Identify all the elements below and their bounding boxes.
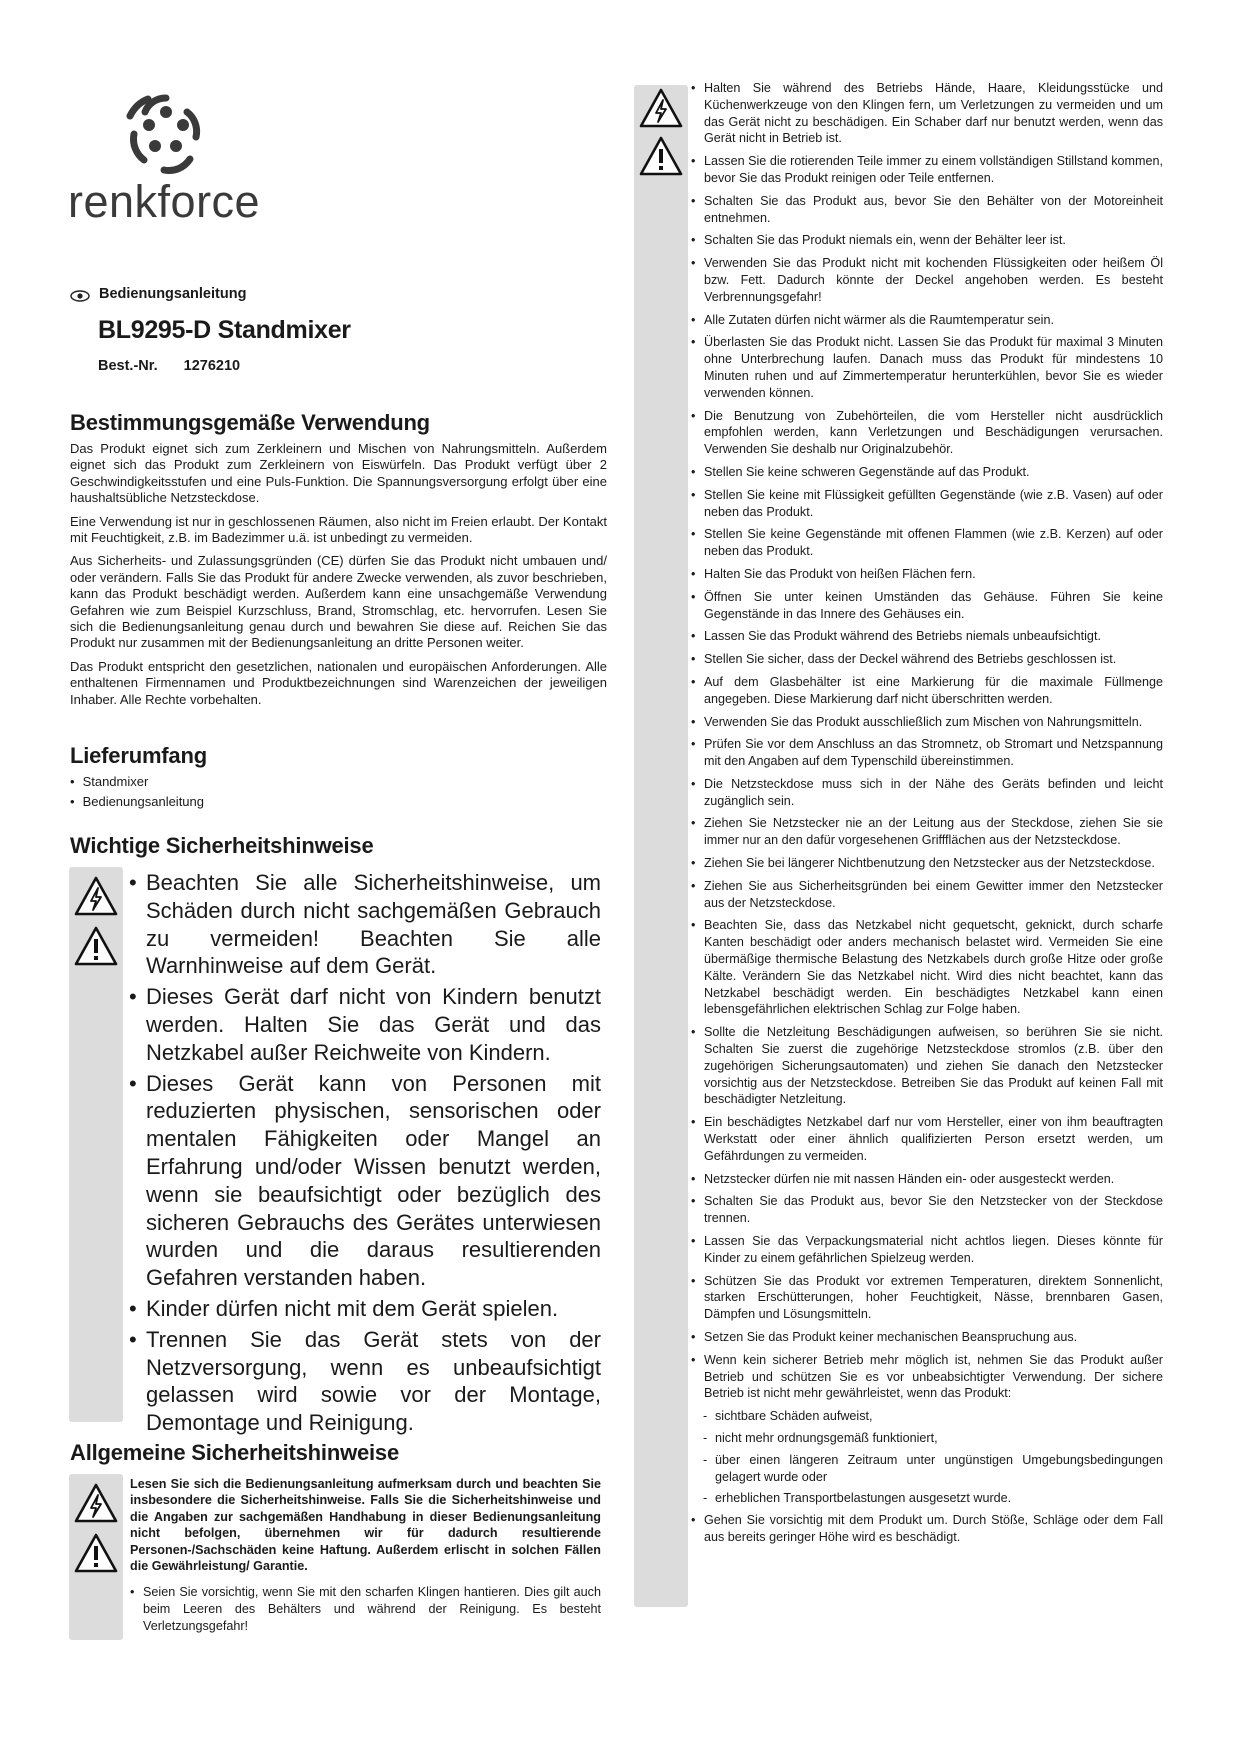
general-safety-intro: Lesen Sie sich die Bedienungsanleitung aufmerksam durch und beachten Sie insbesondere die Sicherheitshinweise. Falls Sie die Sicherheitshinweise und die Angaben zur sachgemäßen Handhabung in dieser Bedienungsanleitung nicht befolgen, übernehmen wir für dadurch resultierende Personen-/Sachschäden keine Haftung. Außerdem erlischt in solchen Fällen die Gewährleistung/ Garantie.	[130, 1477, 601, 1574]
list-item: • Verwenden Sie das Produkt ausschließlich zum Mischen von Nahrungsmitteln.	[691, 714, 1163, 731]
list-item: • Halten Sie das Produkt von heißen Flächen fern.	[691, 566, 1163, 583]
list-item: • Schützen Sie das Produkt vor extremen Temperaturen, direktem Sonnenlicht, starken Erschütterungen, hoher Feuchtigkeit, Nässe, brennbaren Gasen, Dämpfen und Lösungsmitteln.	[691, 1273, 1163, 1323]
order-label: Best.-Nr.	[98, 358, 158, 374]
list-item: • Trennen Sie das Gerät stets von der Netzversorgung, wenn es unbeaufsichtigt gelassen wird sowie vor der Montage, Demontage und Reinigung.	[129, 1326, 601, 1437]
warning-icon	[638, 135, 684, 177]
list-item: • Standmixer	[70, 772, 204, 792]
list-item: • Ziehen Sie aus Sicherheitsgründen bei einem Gewitter immer den Netzstecker aus der Netzsteckdose.	[691, 878, 1163, 912]
important-safety-list	[129, 869, 601, 1440]
list-item: • Bedienungsanleitung	[70, 792, 204, 812]
warning-icon	[73, 925, 119, 967]
intended-use-heading: Bestimmungsgemäße Verwendung	[70, 410, 430, 435]
scope-list	[70, 772, 204, 812]
list-item: • Verwenden Sie das Produkt nicht mit kochenden Flüssigkeiten oder heißem Öl bzw. Fett. Dadurch könnte der Deckel angehoben werden. Es besteht Verbrennungsgefahr!	[691, 255, 1163, 305]
list-item: • Stellen Sie keine Gegenstände mit offenen Flammen (wie z.B. Kerzen) auf oder neben das Produkt.	[691, 526, 1163, 560]
brand-name: renkforce	[68, 176, 261, 227]
warning-strip	[69, 867, 123, 1422]
paragraph: Aus Sicherheits- und Zulassungsgründen (CE) dürfen Sie das Produkt nicht umbauen und/ oder verändern. Falls Sie das Produkt für andere Zwecke verwenden, als zuvor beschrieben, kann das Produkt beschädigt werden. Außerdem kann eine unsachgemäße Verwendung Gefahren wie zum Beispiel Kurzschluss, Brand, Stromschlag, etc. hervorrufen. Lesen Sie sich die Bedienungsanleitung genau durch und bewahren Sie diese auf. Reichen Sie das Produkt nur zusammen mit der Bedienungsanleitung an dritte Personen weiter.	[70, 553, 607, 651]
electric-hazard-icon	[73, 875, 119, 917]
list-item: • Öffnen Sie unter keinen Umständen das Gehäuse. Führen Sie keine Gegenstände in das Innere des Gehäuses ein.	[691, 589, 1163, 623]
list-item: • Ziehen Sie bei längerer Nichtbenutzung den Netzstecker aus der Netzsteckdose.	[691, 855, 1163, 872]
list-item: • Dieses Gerät darf nicht von Kindern benutzt werden. Halten Sie das Gerät und das Netzkabel außer Reichweite von Kindern.	[129, 983, 601, 1066]
list-item: • Überlasten Sie das Produkt nicht. Lassen Sie das Produkt für maximal 3 Minuten ohne Unterbrechung laufen. Danach muss das Produkt für mindestens 10 Minuten ruhen und auf Zimmertemperatur herunterkühlen, bevor Sie es wieder verwenden können.	[691, 334, 1163, 401]
right-safety-list	[691, 80, 1163, 1552]
order-value: 1276210	[183, 358, 241, 374]
list-item: • Setzen Sie das Produkt keiner mechanischen Beanspruchung aus.	[691, 1329, 1163, 1346]
list-item: • Sollte die Netzleitung Beschädigungen aufweisen, so berühren Sie sie nicht. Schalten Sie zuerst die zugehörige Netzsteckdose stromlos (z.B. über den zugehörigen Sicherungsautomaten) und ziehen Sie danach den Netzstecker vorsichtig aus der Netzsteckdose. Betreiben Sie das Produkt auf keinen Fall mit beschädigter Netzleitung.	[691, 1024, 1163, 1108]
sub-list-item: - über einen längeren Zeitraum unter ungünstigen Umgebungsbedingungen gelagert wurde oder	[691, 1452, 1163, 1486]
general-safety-content	[130, 1476, 601, 1641]
list-item: • Schalten Sie das Produkt aus, bevor Sie den Netzstecker von der Steckdose trennen.	[691, 1193, 1163, 1227]
warning-strip	[69, 1474, 123, 1640]
list-item: • Stellen Sie keine mit Flüssigkeit gefüllten Gegenstände (wie z.B. Vasen) auf oder neben das Produkt.	[691, 487, 1163, 521]
list-item: • Lassen Sie das Verpackungsmaterial nicht achtlos liegen. Dieses könnte für Kinder zu einem gefährlichen Spielzeug werden.	[691, 1233, 1163, 1267]
scope-heading: Lieferumfang	[70, 743, 207, 768]
warning-strip	[634, 85, 688, 1607]
list-item: • Ein beschädigtes Netzkabel darf nur vom Hersteller, einer von ihm beauftragten Werkstatt oder einer ähnlich qualifizierten Person ersetzt werden, um Gefährdungen zu vermeiden.	[691, 1114, 1163, 1164]
list-item: • Beachten Sie alle Sicherheitshinweise, um Schäden durch nicht sachgemäßen Gebrauch zu vermeiden! Beachten Sie alle Warnhinweise auf dem Gerät.	[129, 869, 601, 980]
list-item: • Die Benutzung von Zubehörteilen, die vom Hersteller nicht ausdrücklich empfohlen werden, kann Verletzungen und Beschädigungen verursachen. Verwenden Sie deshalb nur Originalzubehör.	[691, 408, 1163, 458]
list-item: • Lassen Sie die rotierenden Teile immer zu einem vollständigen Stillstand kommen, bevor Sie das Produkt reinigen oder Teile entfernen.	[691, 153, 1163, 187]
list-item: • Schalten Sie das Produkt aus, bevor Sie den Behälter von der Motoreinheit entnehmen.	[691, 193, 1163, 227]
renkforce-logo-icon	[118, 88, 214, 184]
sub-list-item: - erheblichen Transportbelastungen ausgesetzt wurde.	[691, 1490, 1163, 1507]
list-item: • Kinder dürfen nicht mit dem Gerät spielen.	[129, 1295, 601, 1323]
eye-icon	[70, 290, 90, 302]
electric-hazard-icon	[638, 87, 684, 129]
paragraph: Das Produkt eignet sich zum Zerkleinern und Mischen von Nahrungsmitteln. Außerdem eignet sich das Produkt zum Zerkleinern von Eiswürfeln. Das Produkt verfügt über 2 Geschwindigkeitsstufen und eine Puls-Funktion. Die Spannungsversorgung erfolgt über eine haushaltsübliche Netzsteckdose.	[70, 441, 607, 506]
list-item: • Schalten Sie das Produkt niemals ein, wenn der Behälter leer ist.	[691, 232, 1163, 249]
sub-list-item: - nicht mehr ordnungsgemäß funktioniert,	[691, 1430, 1163, 1447]
electric-hazard-icon	[73, 1482, 119, 1524]
list-item: • Dieses Gerät kann von Personen mit reduzierten physischen, sensorischen oder mentalen Fähigkeiten oder Mangel an Erfahrung und/oder Wissen benutzt werden, wenn sie beaufsichtigt oder bezüglich des sicheren Gebrauchs des Gerätes unterwiesen wurden und die daraus resultierenden Gefahren verstanden haben.	[129, 1070, 601, 1292]
paragraph: Das Produkt entspricht den gesetzlichen, nationalen und europäischen Anforderungen. Alle enthaltenen Firmennamen und Produktbezeichnungen sind Warenzeichen der jeweiligen Inhaber. Alle Rechte vorbehalten.	[70, 658, 607, 707]
list-item: • Beachten Sie, dass das Netzkabel nicht gequetscht, geknickt, durch scharfe Kanten beschädigt oder anders mechanisch belastet wird. Vermeiden Sie eine übermäßige thermische Belastung des Netzkabels durch große Hitze oder große Kälte. Verändern Sie das Netzkabel nicht. Wird dies nicht beachtet, kann das Netzkabel beschädigt werden. Ein beschädigtes Netzkabel kann einen lebensgefährlichen elektrischen Schlag zur Folge haben.	[691, 917, 1163, 1018]
list-item: • Stellen Sie sicher, dass der Deckel während des Betriebs geschlossen ist.	[691, 651, 1163, 668]
important-safety-heading: Wichtige Sicherheitshinweise	[70, 833, 374, 858]
list-item: • Halten Sie während des Betriebs Hände, Haare, Kleidungsstücke und Küchenwerkzeuge von den Klingen fern, um Verletzungen zu vermeiden und um das Gerät nicht zu beschädigen. Ein Schaber darf nur benutzt werden, wenn das Gerät nicht in Betrieb ist.	[691, 80, 1163, 147]
list-item: • Seien Sie vorsichtig, wenn Sie mit den scharfen Klingen hantieren. Dies gilt auch beim Leeren des Behälters und während der Reinigung. Es besteht Verletzungsgefahr!	[130, 1584, 601, 1634]
list-item: • Die Netzsteckdose muss sich in der Nähe des Geräts befinden und leicht zugänglich sein.	[691, 776, 1163, 810]
paragraph: Eine Verwendung ist nur in geschlossenen Räumen, also nicht im Freien erlaubt. Der Kontakt mit Feuchtigkeit, z.B. im Badezimmer u.ä. ist unbedingt zu vermeiden.	[70, 513, 607, 546]
warning-icon	[73, 1532, 119, 1574]
order-number	[98, 358, 240, 374]
list-item: • Prüfen Sie vor dem Anschluss an das Stromnetz, ob Stromart und Netzspannung mit den Angaben auf dem Typenschild übereinstimmen.	[691, 736, 1163, 770]
general-safety-list	[130, 1584, 601, 1634]
page-title: BL9295-D Standmixer	[98, 316, 351, 344]
list-item: • Stellen Sie keine schweren Gegenstände auf das Produkt.	[691, 464, 1163, 481]
list-item: • Netzstecker dürfen nie mit nassen Händen ein- oder ausgesteckt werden.	[691, 1171, 1163, 1188]
list-item: • Wenn kein sicherer Betrieb mehr möglich ist, nehmen Sie das Produkt außer Betrieb und schützen Sie es vor unbeabsichtigter Verwendung. Der sichere Betrieb ist nicht mehr gewährleistet, wenn das Produkt:	[691, 1352, 1163, 1402]
intended-use-text	[70, 441, 607, 715]
document-kind: Bedienungsanleitung	[99, 286, 247, 302]
sub-list-item: - sichtbare Schäden aufweist,	[691, 1408, 1163, 1425]
list-item: • Auf dem Glasbehälter ist eine Markierung für die maximale Füllmenge angegeben. Diese Markierung darf nicht überschritten werden.	[691, 674, 1163, 708]
list-item: • Alle Zutaten dürfen nicht wärmer als die Raumtemperatur sein.	[691, 312, 1163, 329]
list-item: • Ziehen Sie Netzstecker nie an der Leitung aus der Steckdose, ziehen Sie sie immer nur an den dafür vorgesehenen Griffflächen aus der Netzsteckdose.	[691, 815, 1163, 849]
general-safety-heading: Allgemeine Sicherheitshinweise	[70, 1440, 400, 1465]
list-item: • Lassen Sie das Produkt während des Betriebs niemals unbeaufsichtigt.	[691, 628, 1163, 645]
list-item: • Gehen Sie vorsichtig mit dem Produkt um. Durch Stöße, Schläge oder dem Fall aus bereits geringer Höhe wird es beschädigt.	[691, 1512, 1163, 1546]
